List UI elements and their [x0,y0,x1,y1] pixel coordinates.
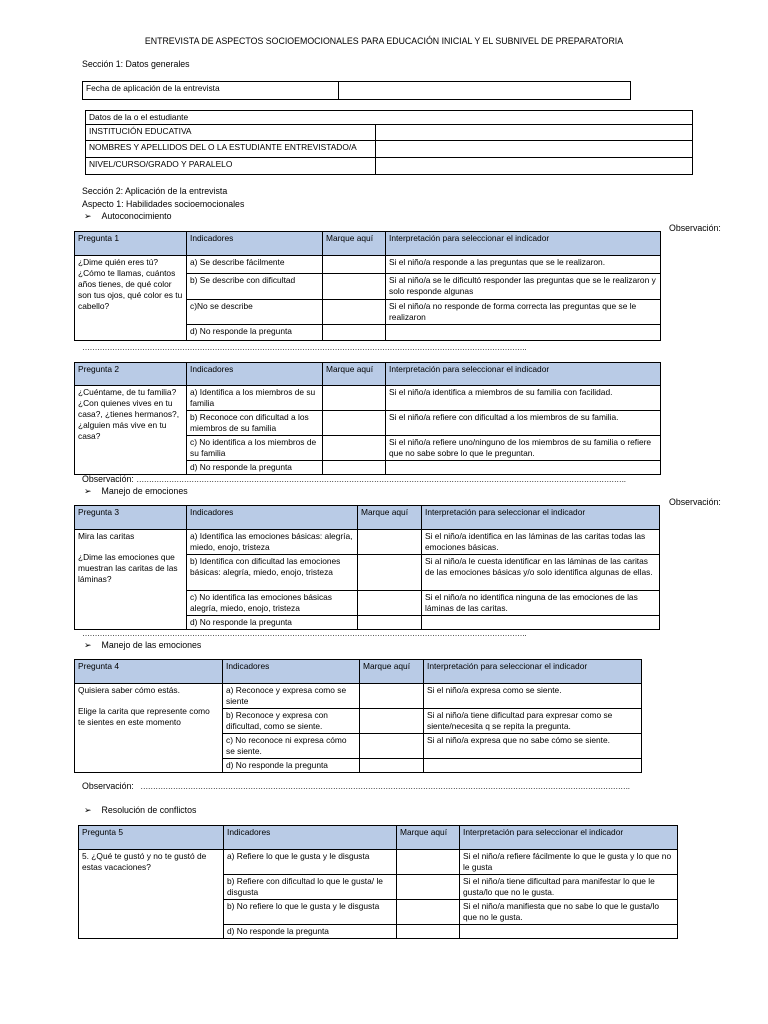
interpretation-a: Si el niño/a refiere fácilmente lo que le gusta y lo que no le gusta [460,850,678,875]
indicator-b: b) Reconoce y expresa con dificultad, como se siente. [223,709,360,734]
mark-header: Marque aquí [397,826,460,850]
interpretation-b: Si al niño/a le cuesta identificar en las láminas de las caritas de las emociones básicas y/o solo identifica algunas de ellas. [422,555,660,591]
question-4-text [75,684,223,773]
indicator-c: c) No identifica las emociones básicas alegría, miedo, enojo, tristeza [187,591,358,616]
indicators-header: Indicadores [187,506,358,530]
indicator-c: c) No identifica a los miembros de su familia [187,436,323,461]
student-name-input[interactable] [376,141,693,158]
indicator-b: b) Reconoce con dificultad a los miembros de su familia [187,411,323,436]
mark-cell[interactable] [360,734,424,759]
manejo-las-emociones-heading: ➢ Manejo de las emociones [84,640,202,650]
side-observation-label-2: Observación: [669,497,721,507]
mark-cell[interactable] [323,300,386,325]
interpretation-d [424,759,642,773]
interpretation-header: Interpretación para seleccionar el indicador [424,660,642,684]
resolucion-conflictos-heading: ➢ Resolución de conflictos [84,805,197,815]
question-3-label: Pregunta 3 [75,506,187,530]
interpretation-c: Si el niño/a no identifica ninguna de las emociones de las láminas de las caritas. [422,591,660,616]
question-4-line-2: Elige la carita que represente como te sientes en este momento [78,706,210,727]
indicator-a: a) Se describe fácilmente [187,256,323,274]
indicator-c: c)No se describe [187,300,323,325]
interpretation-b: Si el niño/a tiene dificultad para manifestar lo que le gusta/lo que no le gusta. [460,875,678,900]
interpretation-a: Si el niño/a expresa como se siente. [424,684,642,709]
interpretation-a: Si el niño/a identifica en las láminas de las caritas todas las emociones básicas. [422,530,660,555]
observation-label: Observación: [82,474,134,484]
mark-cell[interactable] [323,274,386,300]
date-table [82,81,631,100]
question-5-table [78,825,678,939]
autoconocimiento-heading: ➢ Autoconocimiento [84,211,172,221]
interpretation-b: Si al niño/a se le dificultó responder las preguntas que se le realizaron y solo responde algunas [386,274,661,300]
question-2-table [74,362,661,475]
indicator-a: a) Reconoce y expresa como se siente [223,684,360,709]
student-name-label: NOMBRES Y APELLIDOS DEL O LA ESTUDIANTE ENTREVISTADO/A [86,141,376,158]
mark-header: Marque aquí [360,660,424,684]
indicator-a: a) Identifica las emociones básicas: alegría, miedo, enojo, tristeza [187,530,358,555]
mark-cell[interactable] [323,461,386,475]
indicator-d: d) No responde la pregunta [224,925,397,939]
mark-cell[interactable] [397,875,460,900]
indicator-b: b) Se describe con dificultad [187,274,323,300]
mark-cell[interactable] [358,616,422,630]
indicator-a: a) Refiere lo que le gusta y le disgusta [224,850,397,875]
interpretation-d [460,925,678,939]
question-4-table [74,659,642,773]
student-data-table [85,110,693,175]
interpretation-c: Si el niño/a refiere uno/ninguno de los miembros de su familia o refiere que no sabe sobre lo que le preguntan. [386,436,661,461]
level-input[interactable] [376,158,693,175]
institution-input[interactable] [376,125,693,141]
mark-cell[interactable] [358,555,422,591]
mark-cell[interactable] [323,436,386,461]
question-5-label: Pregunta 5 [79,826,224,850]
mark-cell[interactable] [397,925,460,939]
mark-cell[interactable] [360,684,424,709]
arrow-bullet-icon: ➢ [84,640,92,650]
indicator-a: a) Identifica a los miembros de su familia [187,386,323,411]
indicators-header: Indicadores [224,826,397,850]
arrow-bullet-icon: ➢ [84,211,92,221]
institution-label: INSTITUCIÓN EDUCATIVA [86,125,376,141]
question-3-table [74,505,660,630]
aspect-1-heading: Aspecto 1: Habilidades socioemocionales [82,199,245,209]
question-3-line-2: ¿Dime las emociones que muestran las caritas de las láminas? [78,552,178,584]
indicator-b: b) Refiere con dificultad lo que le gusta/ le disgusta [224,875,397,900]
mark-cell[interactable] [323,386,386,411]
observation-dots-2[interactable]: ……………………………………………………………………………………………………………………………………………………………………………. [136,475,626,484]
interpretation-d [422,616,660,630]
mark-header: Marque aquí [323,363,386,386]
interpretation-b: Si el niño/a refiere con dificultad a los miembros de su familia. [386,411,661,436]
observation-dots-1[interactable]: ……………………………………………………………………………………………………………………………………………………………. [82,343,527,352]
interpretation-header: Interpretación para seleccionar el indicador [460,826,678,850]
interpretation-a: Si el niño/a responde a las preguntas que se le realizaron. [386,256,661,274]
section-1-heading: Sección 1: Datos generales [82,59,190,69]
indicator-d: d) No responde la pregunta [187,325,323,341]
indicator-c: b) No refiere lo que le gusta y le disgusta [224,900,397,925]
mark-header: Marque aquí [358,506,422,530]
indicator-d: d) No responde la pregunta [187,616,358,630]
question-4-label: Pregunta 4 [75,660,223,684]
question-1-label: Pregunta 1 [75,232,187,256]
question-3-text [75,530,187,630]
indicator-c: c) No reconoce ni expresa cómo se siente. [223,734,360,759]
indicator-d: d) No responde la pregunta [187,461,323,475]
question-5-text: 5. ¿Qué te gustó y no te gustó de estas vacaciones? [79,850,224,939]
student-data-header: Datos de la o el estudiante [86,111,693,125]
mark-cell[interactable] [323,325,386,341]
indicators-header: Indicadores [187,232,323,256]
document-title: ENTREVISTA DE ASPECTOS SOCIOEMOCIONALES PARA EDUCACIÓN INICIAL Y EL SUBNIVEL DE PREPARATORIA [144,36,624,46]
observation-row-4 [82,781,630,791]
interpretation-d [386,325,661,341]
manejo-emociones-heading: ➢ Manejo de emociones [84,486,188,496]
mark-cell[interactable] [360,709,424,734]
mark-cell[interactable] [358,530,422,555]
interpretation-header: Interpretación para seleccionar el indicador [386,232,661,256]
question-2-text: ¿Cuéntame, de tu familia? ¿Con quienes vives en tu casa?, ¿tienes hermanos?, ¿alguien más vive en tu casa? [75,386,187,475]
mark-header: Marque aquí [323,232,386,256]
interpretation-c: Si al niño/a expresa que no sabe cómo se siente. [424,734,642,759]
interpretation-header: Interpretación para seleccionar el indicador [422,506,660,530]
observation-row-2 [82,474,626,484]
question-4-line-1: Quisiera saber cómo estás. [78,685,180,695]
interpretation-a: Si el niño/a identifica a miembros de su familia con facilidad. [386,386,661,411]
interpretation-c: Si el niño/a no responde de forma correcta las preguntas que se le realizaron [386,300,661,325]
indicators-header: Indicadores [187,363,323,386]
interpretation-d [386,461,661,475]
mark-cell[interactable] [323,256,386,274]
indicator-b: b) Identifica con dificultad las emociones básicas: alegría, miedo, enojo, tristeza [187,555,358,591]
mark-cell[interactable] [397,850,460,875]
mark-cell[interactable] [360,759,424,773]
observation-dots-4[interactable]: ……………………………………………………………………………………………………………………………………………………………………………. [140,782,630,791]
level-label: NIVEL/CURSO/GRADO Y PARALELO [86,158,376,175]
interpretation-c: Si el niño/a manifiesta que no sabe lo que le gusta/lo que no le gusta. [460,900,678,925]
question-3-line-1: Mira las caritas [78,531,135,541]
interpretation-header: Interpretación para seleccionar el indicador [386,363,661,386]
mark-cell[interactable] [397,900,460,925]
observation-dots-3[interactable]: ……………………………………………………………………………………………………………………………………………………………. [82,629,527,638]
arrow-bullet-icon: ➢ [84,486,92,496]
question-1-table [74,231,661,341]
date-label: Fecha de aplicación de la entrevista [83,82,339,100]
arrow-bullet-icon: ➢ [84,805,92,815]
side-observation-label-1: Observación: [669,223,721,233]
mark-cell[interactable] [323,411,386,436]
indicator-d: d) No responde la pregunta [223,759,360,773]
interpretation-b: Si al niño/a tiene dificultad para expresar como se siente/necesita q se repita la pregunta. [424,709,642,734]
question-2-label: Pregunta 2 [75,363,187,386]
mark-cell[interactable] [358,591,422,616]
question-1-text: ¿Dime quién eres tú? ¿Cómo te llamas, cuántos años tienes, de qué color son tus ojos, qué color es tu cabello? [75,256,187,341]
section-2-heading: Sección 2: Aplicación de la entrevista [82,186,228,196]
date-input[interactable] [339,82,631,100]
observation-label: Observación: [82,781,134,791]
indicators-header: Indicadores [223,660,360,684]
